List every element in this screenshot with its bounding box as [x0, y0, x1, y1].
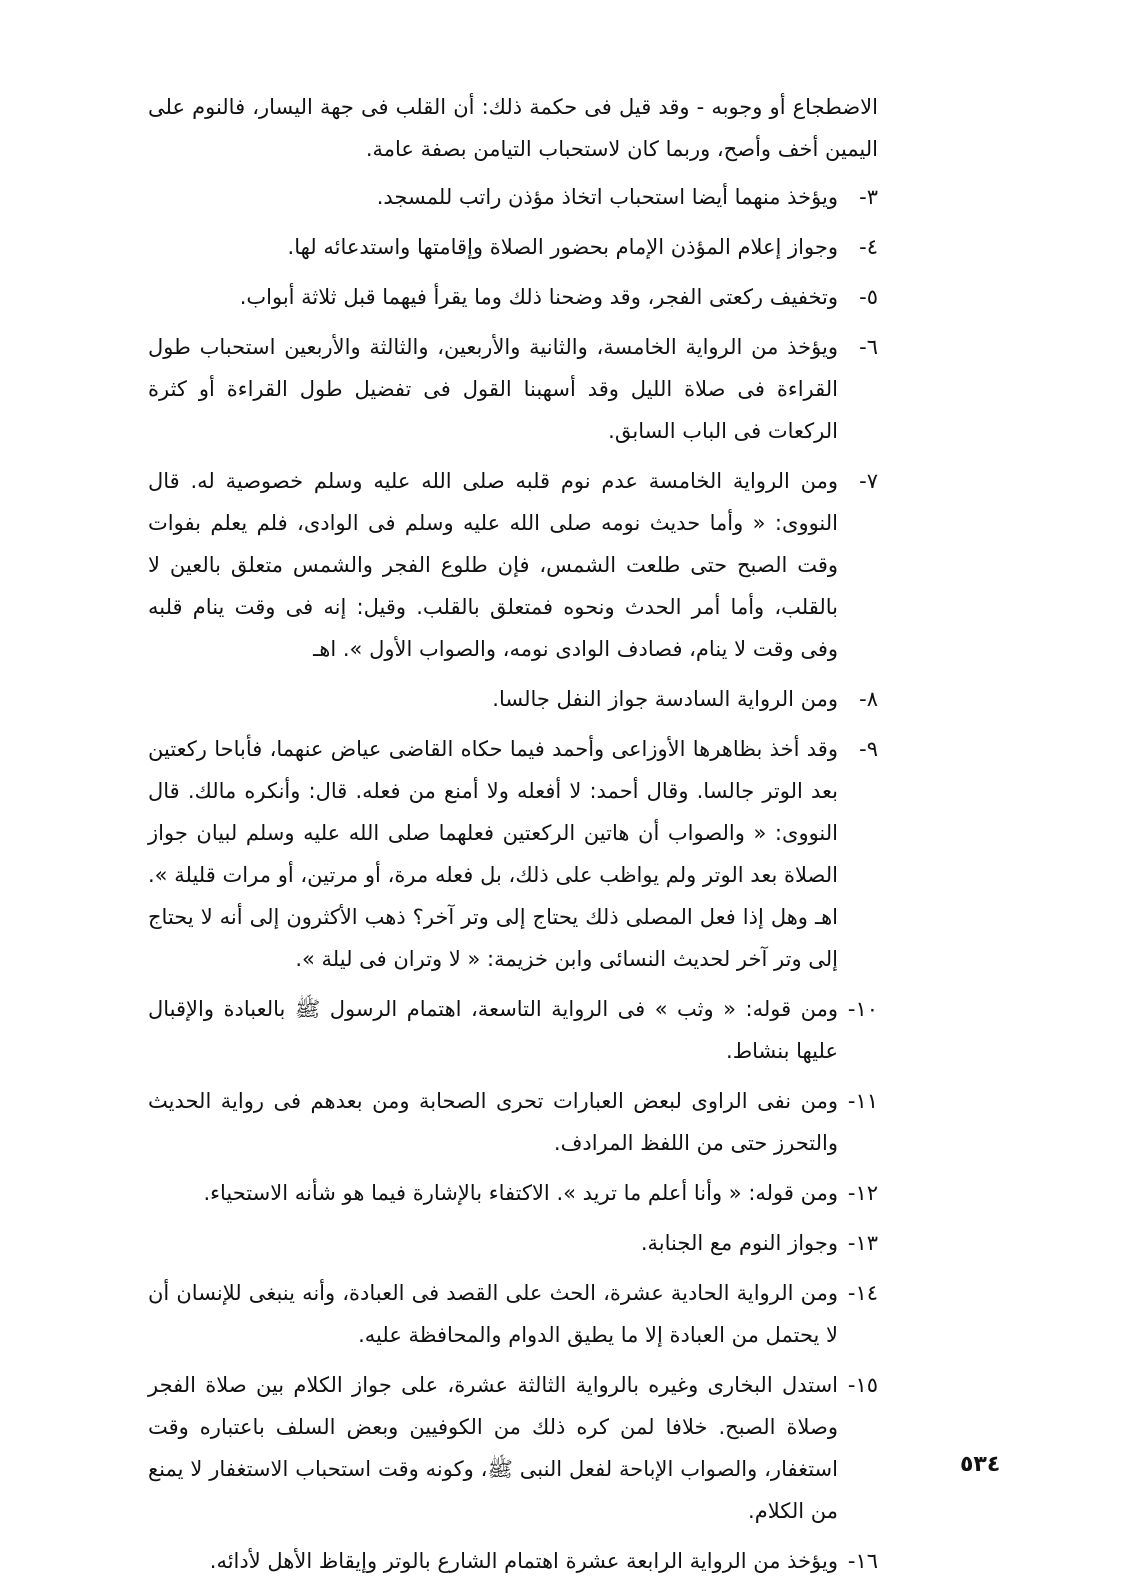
item-text: ويؤخذ من الرواية الرابعة عشرة اهتمام الشارع بالوتر وإيقاظ الأهل لأدائه.: [209, 1549, 838, 1573]
item-number: ١٤-: [847, 1281, 878, 1305]
list-item: [148, 728, 878, 980]
item-text: وجواز النوم مع الجنابة.: [640, 1231, 838, 1255]
item-number: ٩-: [859, 737, 878, 761]
list-item: [148, 460, 878, 670]
item-number: ١٠-: [847, 997, 878, 1021]
item-text: وتخفيف ركعتى الفجر، وقد وضحنا ذلك وما يقرأ فيهما قبل ثلاثة أبواب.: [239, 285, 838, 309]
item-number: ١١-: [847, 1089, 878, 1113]
list-item: [148, 1364, 878, 1532]
item-number: ٧-: [859, 469, 878, 493]
item-text: ومن الرواية الخامسة عدم نوم قلبه صلى الله عليه وسلم خصوصية له. قال النووى: « وأما حديث نومه صلى الله عليه وسلم فى الوادى، فلم يعلم بفوات وقت الصبح حتى طلعت الشمس، فإن طلوع الفجر والشمس متعلق بالعين لا بالقلب، وأما أمر الحدث ونحوه فمتعلق بالقلب. وقيل: إنه فى وقت ينام قلبه وفى وقت لا ينام، فصادف الوادى نومه، والصواب الأول ». اهـ: [148, 469, 838, 661]
item-text: ومن قوله: « وثب » فى الرواية التاسعة، اهتمام الرسول ﷺ بالعبادة والإقبال عليها بنشاط.: [148, 997, 838, 1063]
list-item: [148, 678, 878, 720]
list-item: [148, 326, 878, 452]
item-number: ٦-: [859, 335, 878, 359]
list-item: [148, 276, 878, 318]
item-number: ١٢-: [847, 1181, 878, 1205]
item-text: وجواز إعلام المؤذن الإمام بحضور الصلاة وإقامتها واستدعائه لها.: [287, 235, 838, 259]
item-text: ومن قوله: « وأنا أعلم ما تريد ». الاكتفاء بالإشارة فيما هو شأنه الاستحياء.: [203, 1181, 838, 1205]
list-item: [148, 1172, 878, 1214]
list-item: [148, 176, 878, 218]
item-number: ٥-: [859, 285, 878, 309]
item-text: استدل البخارى وغيره بالرواية الثالثة عشرة، على جواز الكلام بين صلاة الفجر وصلاة الصبح. خلافا لمن كره ذلك من الكوفيين وبعض السلف باعتباره وقت استغفار، والصواب الإباحة لفعل النبى ﷺ، وكونه وقت استحباب الاستغفار لا يمنع من الكلام.: [148, 1373, 838, 1523]
list-item: [148, 1272, 878, 1356]
item-number: ٤-: [859, 235, 878, 259]
page-body: [148, 86, 878, 1590]
item-text: ومن الرواية الحادية عشرة، الحث على القصد فى العبادة، وأنه ينبغى للإنسان أن لا يحتمل من العبادة إلا ما يطيق الدوام والمحافظة عليه.: [148, 1281, 838, 1347]
item-number: ١٣-: [847, 1231, 878, 1255]
item-text: ومن الرواية السادسة جواز النفل جالسا.: [492, 687, 838, 711]
item-number: ٨-: [859, 687, 878, 711]
list-item: [148, 988, 878, 1072]
continuation-paragraph: الاضطجاع أو وجوبه - وقد قيل فى حكمة ذلك: أن القلب فى جهة اليسار، فالنوم على اليمين أخف وأصح، وربما كان لاستحباب التيامن بصفة عامة.: [148, 95, 878, 161]
list-item: [148, 1222, 878, 1264]
item-number: ١٥-: [847, 1373, 878, 1397]
item-text: وقد أخذ بظاهرها الأوزاعى وأحمد فيما حكاه القاضى عياض عنهما، فأباحا ركعتين بعد الوتر جالسا. وقال أحمد: لا أفعله ولا أمنع من فعله. قال: وأنكره مالك. قال النووى: « والصواب أن هاتين الركعتين فعلهما صلى الله عليه وسلم لبيان جواز الصلاة بعد الوتر ولم يواظب على ذلك، بل فعله مرة، أو مرتين، أو مرات قليلة ». اهـ وهل إذا فعل المصلى ذلك يحتاج إلى وتر آخر؟ ذهب الأكثرون إلى أنه لا يحتاج إلى وتر آخر لحديث النسائى وابن خزيمة: « لا وتران فى ليلة ».: [148, 737, 838, 971]
item-text: ويؤخذ منهما أيضا استحباب اتخاذ مؤذن راتب للمسجد.: [376, 185, 838, 209]
item-text: ويؤخذ من الرواية الخامسة، والثانية والأربعين، والثالثة والأربعين استحباب طول القراءة فى صلاة الليل وقد أسهبنا القول فى تفضيل طول القراءة أو كثرة الركعات فى الباب السابق.: [148, 335, 838, 443]
item-number: ١٦-: [847, 1549, 878, 1573]
item-number: ٣-: [859, 185, 878, 209]
list-item: [148, 226, 878, 268]
list-item: [148, 1080, 878, 1164]
page-number: ٥٣٤: [960, 1452, 1001, 1477]
item-text: ومن نفى الراوى لبعض العبارات تحرى الصحابة ومن بعدهم فى رواية الحديث والتحرز حتى من اللفظ المرادف.: [148, 1089, 838, 1155]
